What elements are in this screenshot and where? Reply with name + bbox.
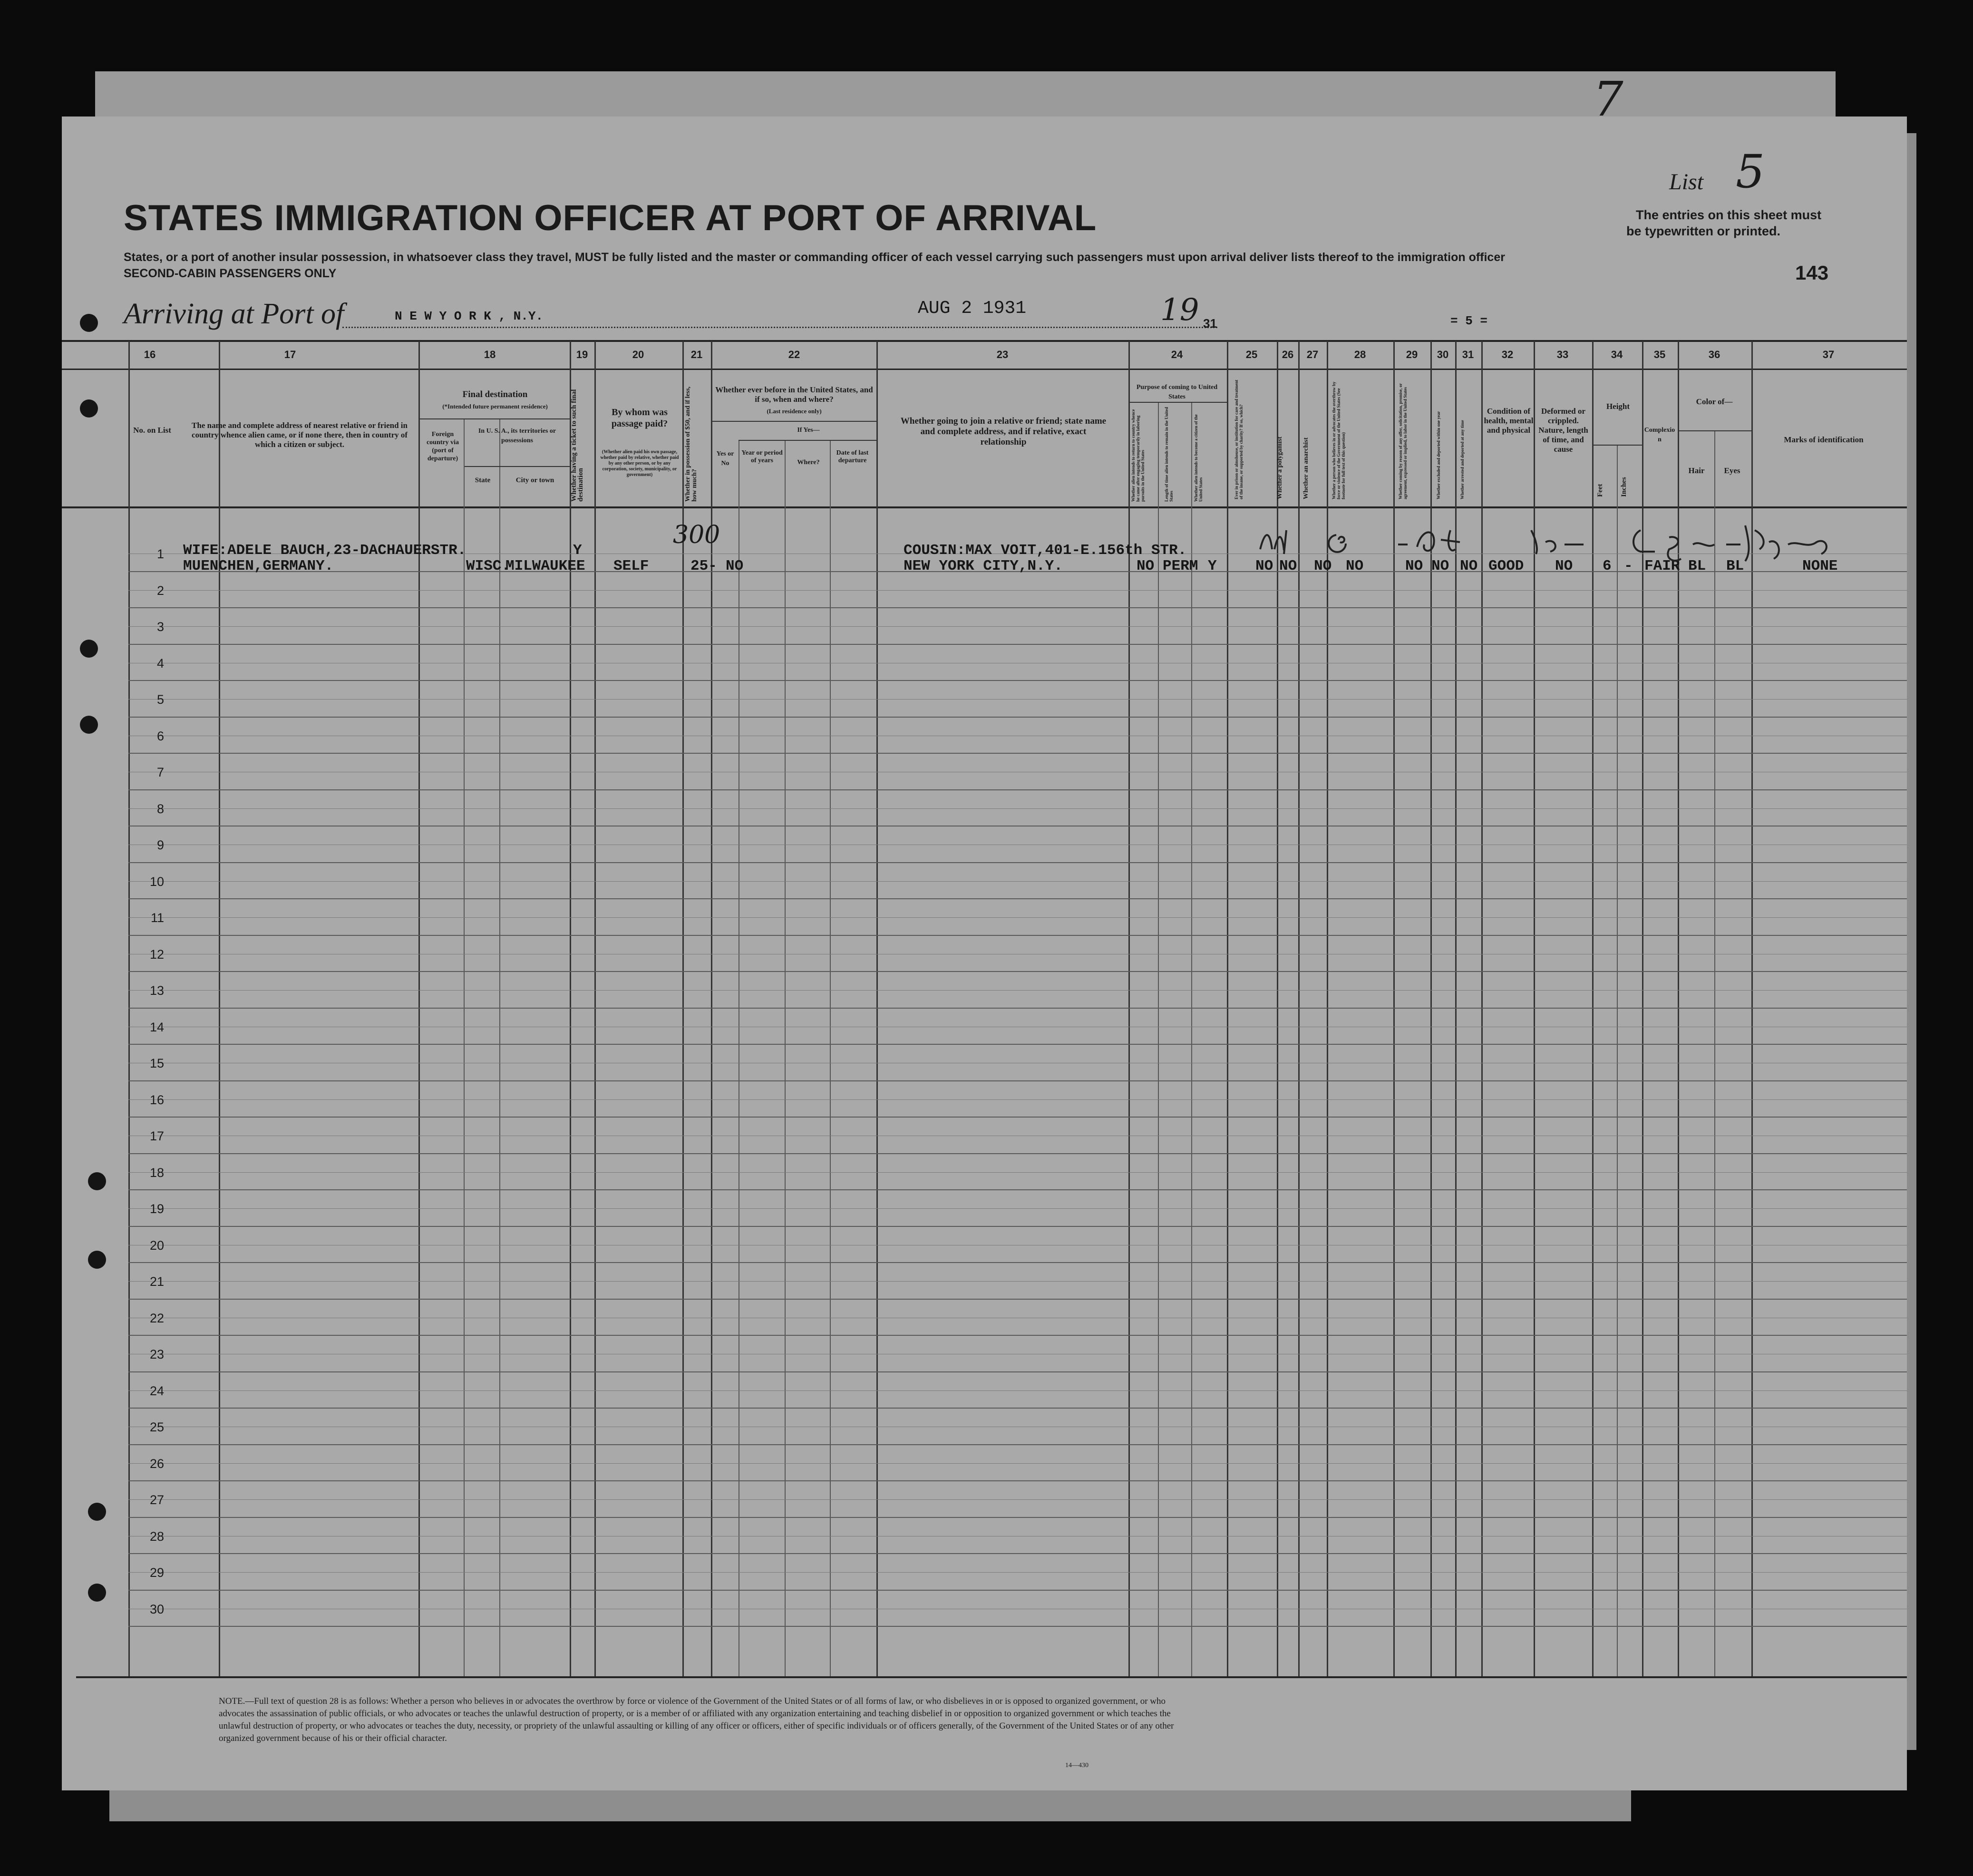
row-subrule (128, 590, 1907, 591)
row-number: 19 (149, 1202, 164, 1216)
column-rule (1128, 341, 1130, 1677)
header-intends-citizen: Whether alien intends to become a citizen of the United States (1194, 414, 1203, 502)
row-subrule (128, 1281, 1907, 1282)
row-number: 21 (149, 1274, 164, 1289)
row-rule (128, 1480, 1907, 1481)
row-subrule (128, 699, 1907, 700)
row-rule (128, 753, 1907, 754)
list-number: 5 (1736, 145, 1765, 198)
top-rule (62, 340, 1907, 342)
column-number: 28 (1354, 349, 1366, 360)
row-rule (128, 1189, 1907, 1190)
port-of-arrival: N E W Y O R K , N.Y. (395, 309, 544, 323)
row-rule (128, 717, 1907, 718)
row-rule (128, 935, 1907, 936)
header-yes-no: Yes or No (716, 450, 734, 467)
marks: NONE (1802, 558, 1838, 574)
row-rule (128, 862, 1907, 863)
column-number: 35 (1653, 349, 1666, 360)
header-offer: Whether coming by reason of any offer, solicitation, promise, or agreement, expressed or implied, to labor in the United States (1398, 383, 1408, 499)
row-number: 3 (156, 620, 164, 634)
subrule-final-destination (419, 418, 570, 419)
row-number: 15 (149, 1056, 164, 1070)
header-prison: Ever in prison or almshouse, or institution for care and treatment of the insane, or supported by charity? If so, which? (1234, 379, 1244, 499)
header-hair: Hair (1688, 466, 1705, 475)
subrule-in-usa (465, 466, 570, 467)
row-subrule (128, 1499, 1907, 1500)
length-of-stay: PERM (1163, 558, 1198, 574)
row-rule (128, 1517, 1907, 1518)
row-number: 14 (149, 1020, 164, 1034)
column-number: 34 (1611, 349, 1623, 360)
binder-hole (88, 1172, 106, 1190)
row-number: 9 (156, 838, 164, 852)
column-number: 21 (690, 349, 703, 360)
row-number: 24 (149, 1383, 164, 1398)
row-number: 12 (149, 947, 164, 962)
arriving-underline (342, 327, 1217, 328)
header-ticket: Whether having a ticket to such final destination (570, 389, 584, 502)
column-number: 25 (1245, 349, 1258, 360)
money: 25- (690, 558, 717, 574)
arrival-date: AUG 2 1931 (918, 298, 1027, 319)
overthrow: NO (1346, 558, 1364, 574)
class-line: SECOND-CABIN PASSENGERS ONLY (124, 267, 337, 280)
header-joining: Whether going to join a relative or friend; state name and complete address, and if relative, exact relationship (900, 416, 1107, 447)
header-city: City or town (515, 476, 554, 484)
header-ever-before: Whether ever before in the United States, and if so, when and where? (715, 385, 873, 404)
column-number: 33 (1556, 349, 1569, 360)
row-rule (128, 1044, 1907, 1045)
polygamist: NO (1279, 558, 1297, 574)
header-in-usa: In U. S. A., its territories or possessions (478, 428, 556, 444)
row-number: 27 (149, 1493, 164, 1507)
intends-citizen: Y (1208, 558, 1217, 574)
header-bottom-rule (62, 506, 1907, 508)
header-ever-before-note: (Last residence only) (767, 408, 822, 415)
column-number: 29 (1406, 349, 1418, 360)
header-no-on-list: No. on List (133, 426, 171, 435)
row-number: 26 (149, 1456, 164, 1471)
binder-hole (80, 640, 98, 658)
passage-paid-by: SELF (613, 558, 649, 574)
header-overthrow: Whether a person who believes in or advocates the overthrow by force or violence of the Government of the United States (See footnote for full text of this question) (1332, 381, 1346, 499)
header-state: State (475, 476, 491, 484)
binder-hole (88, 1251, 106, 1269)
header-health: Condition of health, mental and physical (1484, 407, 1534, 435)
header-passage-note: (Whether alien paid his own passage, whether paid by relative, whether paid by any other person, or by any corporation, society, municipality, or government) (600, 449, 679, 477)
column-number: 20 (632, 349, 644, 360)
column-rule (219, 341, 220, 1677)
ever-before: NO (726, 558, 744, 574)
health: GOOD (1488, 558, 1524, 574)
row-rule (128, 1590, 1907, 1591)
header-inches: Inches (1620, 477, 1628, 497)
destination-city: MILWAUKEE (505, 558, 585, 574)
immigration-manifest-sheet (62, 71, 1907, 1790)
column-number: 16 (144, 349, 156, 360)
typewritten-notice-2: be typewritten or printed. (1626, 224, 1781, 238)
row-number: 28 (149, 1529, 164, 1544)
joining-line-1: COUSIN:MAX VOIT,401-E.156th STR. (904, 542, 1187, 559)
header-final-destination: Final destination (462, 389, 528, 399)
header-anarchist: Whether an anarchist (1302, 437, 1310, 499)
binder-hole (88, 1503, 106, 1521)
column-number: 26 (1282, 349, 1294, 360)
row-rule (128, 1371, 1907, 1372)
height-feet: 6 (1603, 558, 1612, 574)
header-complexion: Complexion (1644, 427, 1675, 443)
row-rule (128, 1408, 1907, 1409)
prison: NO (1255, 558, 1273, 574)
footnote: NOTE.—Full text of question 28 is as follows: Whether a person who believes in or advocates the overthrow by force or violence of the Government of the United States or of all forms of law, or who disbelieves in or is opposed to organized government, or who advocates the assassination of public officials, or who advocates or teaches the unlawful destruction of property, or is a member of or affiliated with any organization entertaining and teaching disbelief in or opposition to organized government or which teaches the unlawful destruction of property, or who advocates or teaches the duty, necessity, or propriety of the unlawful assaulting or killing of any officer or officers, either of specific individuals or of officers generally, of the Government of the United States or of any other organized government because of his or their official character. (219, 1696, 1174, 1743)
row-subrule (128, 1099, 1907, 1100)
page-number: 7 (1593, 71, 1623, 127)
row-rule (128, 680, 1907, 681)
eyes: BL (1726, 558, 1744, 574)
header-last-departure: Date of last departure (836, 449, 869, 464)
column-number: 36 (1708, 349, 1720, 360)
row-number: 17 (149, 1129, 164, 1143)
height-inches: - (1624, 558, 1633, 574)
header-relative: The name and complete address of nearest relative or friend in country whence alien came, or if none there, then in country of which a citizen or subject. (191, 421, 408, 449)
sub-column-rule (1714, 431, 1715, 1677)
row-rule (128, 1153, 1907, 1154)
relative-line-2: MUENCHEN,GERMANY. (183, 558, 334, 574)
row-number: 23 (149, 1347, 164, 1361)
row-rule (128, 1262, 1907, 1263)
deformed: NO (1555, 558, 1573, 574)
money-handwritten: 300 (673, 521, 720, 549)
column-number: 22 (788, 349, 800, 360)
deported: NO (1460, 558, 1478, 574)
list-label: List (1669, 169, 1704, 194)
binder-hole (80, 716, 98, 734)
row-number: 7 (156, 765, 164, 779)
row-subrule (128, 1172, 1907, 1173)
year-prefix: 19 (1160, 292, 1199, 328)
header-if-yes: If Yes— (797, 427, 820, 434)
header-final-destination-note: (*Intended future permanent residence) (442, 403, 548, 410)
header-excluded: Whether excluded and deported within one year (1436, 411, 1441, 499)
complexion: FAIR (1644, 558, 1680, 574)
row-number: 4 (156, 656, 164, 671)
row-number: 18 (149, 1165, 164, 1180)
row-number: 30 (149, 1602, 164, 1616)
subrule-ever-before (711, 421, 876, 422)
ticket: Y (573, 542, 582, 559)
column-rule (1227, 341, 1228, 1677)
row-rule (128, 1299, 1907, 1300)
row-rule (128, 1117, 1907, 1118)
row-number: 6 (156, 729, 164, 743)
header-foreign-country: Foreign country via (port of departure) (426, 431, 459, 462)
row-number: 8 (156, 801, 164, 816)
header-years: Year or period of years (741, 449, 783, 464)
offer: NO (1405, 558, 1423, 574)
row-number: 11 (150, 911, 164, 925)
joining-line-2: NEW YORK CITY,N.Y. (904, 558, 1063, 574)
header-where: Where? (797, 459, 820, 466)
header-money: Whether in possession of $50, and if less, how much? (684, 386, 698, 502)
row-number: 10 (149, 874, 164, 889)
header-length: Length of time alien intends to remain in the United States (1164, 407, 1174, 502)
row-number: 22 (149, 1311, 164, 1325)
sub-column-rule (1191, 403, 1192, 1677)
row-subrule (128, 917, 1907, 918)
row-number: 1 (156, 547, 164, 561)
relative-line-1: WIFE:ADELE BAUCH,23-DACHAUERSTR. (183, 542, 467, 559)
return-home: NO (1137, 558, 1155, 574)
row-subrule (128, 1208, 1907, 1209)
row-rule (128, 971, 1907, 972)
row-subrule (128, 808, 1907, 809)
sub-column-rule (1617, 446, 1618, 1677)
subrule-purpose (1128, 402, 1227, 403)
row-rule (128, 1008, 1907, 1009)
row-number: 2 (156, 583, 164, 598)
header-eyes: Eyes (1724, 466, 1740, 475)
binder-hole (80, 399, 98, 418)
row-number: 20 (149, 1238, 164, 1253)
row-rule (128, 1080, 1907, 1081)
column-rule (128, 341, 130, 1677)
row-number: 29 (149, 1565, 164, 1580)
row-subrule (128, 1463, 1907, 1464)
form-title: STATES IMMIGRATION OFFICER AT PORT OF ARRIVAL (124, 198, 1097, 238)
form-subtitle: States, or a port of another insular possession, in whatsoever class they travel, MUST be fully listed and the master or commanding officer of each vessel carrying such passengers must upon arrival deliver lists thereof to the immigration officer (124, 251, 1505, 264)
typewritten-notice-1: The entries on this sheet must (1636, 208, 1822, 222)
column-number: 27 (1306, 349, 1319, 360)
year-suffix: 31 (1203, 316, 1217, 330)
row-subrule (128, 881, 1907, 882)
sheet-number: 143 (1795, 262, 1829, 284)
form-number: 14—430 (1065, 1762, 1089, 1769)
row-number: 13 (149, 983, 164, 998)
header-passage-paid: By whom was passage paid? (611, 407, 668, 429)
header-return: Whether alien intends to return to country whence he came after engaging temporarily in laboring pursuits in the United States (1131, 409, 1145, 502)
header-polygamist: Whether a polygamist (1276, 437, 1283, 499)
row-subrule (128, 1390, 1907, 1391)
column-number: 31 (1462, 349, 1474, 360)
column-rule (594, 341, 596, 1677)
binder-hole (88, 1584, 106, 1602)
row-number: 25 (149, 1420, 164, 1434)
arriving-label: Arriving at Port of (124, 298, 344, 330)
column-number: 18 (484, 349, 496, 360)
header-color-of: Color of— (1696, 397, 1733, 406)
row-subrule (128, 990, 1907, 991)
row-subrule (128, 626, 1907, 627)
header-deformed: Deformed or crippled. Nature, length of time, and cause (1538, 407, 1588, 454)
subrule-color (1678, 430, 1751, 431)
row-subrule (128, 1572, 1907, 1573)
column-number-rule (62, 369, 1907, 370)
column-number: 17 (284, 349, 296, 360)
sub-column-rule (1158, 403, 1159, 1677)
row-rule (128, 789, 1907, 790)
binder-hole (80, 314, 98, 332)
row-rule (128, 1626, 1907, 1627)
row-rule (128, 898, 1907, 899)
subrule-height (1592, 445, 1642, 446)
header-deported: Whether arrested and deported at any time (1460, 420, 1465, 499)
column-rule (570, 341, 571, 1677)
column-number: 37 (1822, 349, 1835, 360)
list-mark: = 5 = (1450, 314, 1488, 328)
column-rule (418, 341, 420, 1677)
handwritten-annotations (1251, 516, 1897, 568)
row-rule (128, 1226, 1907, 1227)
hair: BL (1688, 558, 1706, 574)
destination-state: WISC. (466, 558, 511, 574)
header-feet: Feet (1596, 484, 1604, 497)
row-rule (128, 607, 1907, 608)
header-purpose: Purpose of coming to United States (1136, 384, 1218, 400)
excluded: NO (1431, 558, 1449, 574)
row-rule (128, 1444, 1907, 1445)
header-marks: Marks of identification (1784, 435, 1864, 444)
column-number: 32 (1501, 349, 1514, 360)
column-number: 30 (1437, 349, 1449, 360)
row-rule (128, 1553, 1907, 1554)
column-number: 19 (576, 349, 588, 360)
column-rule (876, 341, 878, 1677)
row-number: 5 (156, 692, 164, 707)
row-number: 16 (149, 1092, 164, 1107)
row-rule (128, 644, 1907, 645)
subrule-if-yes (739, 440, 876, 441)
footer-rule (76, 1676, 1907, 1678)
row-rule (128, 1335, 1907, 1336)
anarchist: NO (1314, 558, 1332, 574)
column-number: 23 (996, 349, 1009, 360)
header-height: Height (1606, 402, 1630, 411)
column-number: 24 (1171, 349, 1183, 360)
